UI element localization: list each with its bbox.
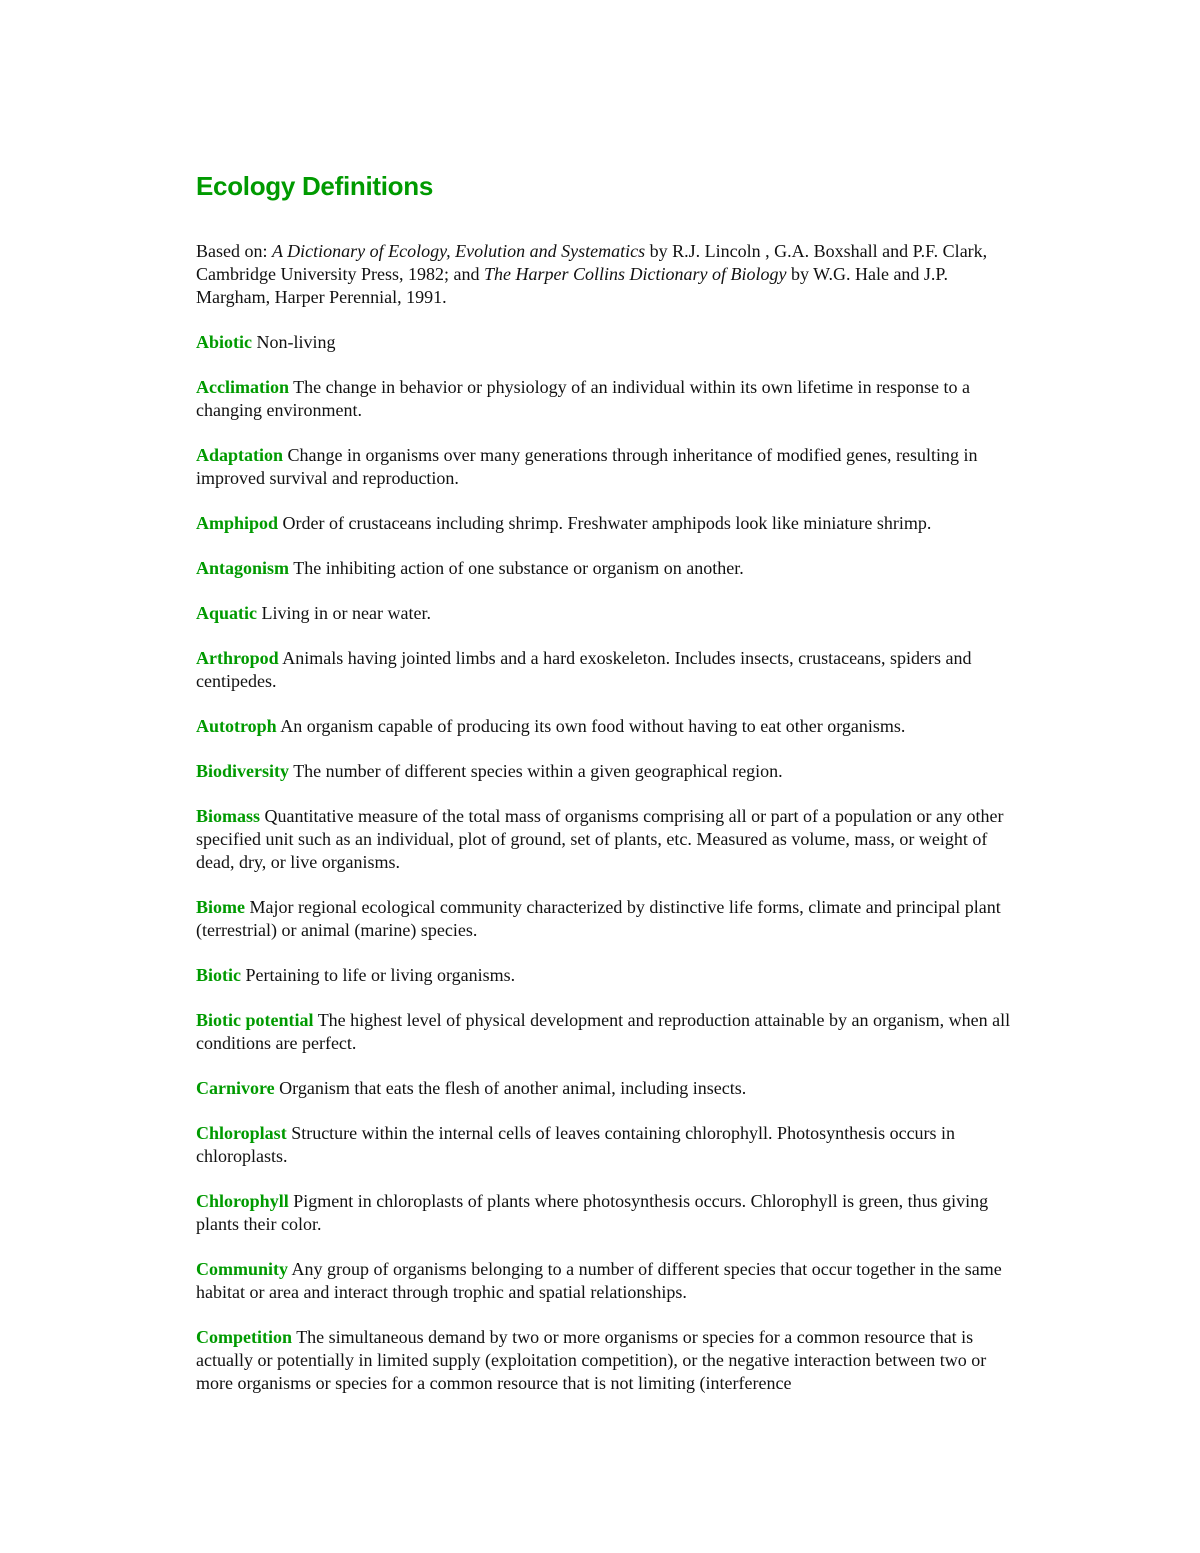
definition-term: Chloroplast bbox=[196, 1123, 287, 1143]
definition-text: Non-living bbox=[256, 332, 336, 352]
definition-entry bbox=[196, 376, 1018, 422]
definition-term: Biodiversity bbox=[196, 761, 289, 781]
definition-text: Pertaining to life or living organisms. bbox=[245, 965, 516, 985]
source-middle: by R.J. Lincoln , G.A. Boxshall and P.F. Clark, Cambridge University Press, 1982; and bbox=[196, 241, 988, 284]
definition-entry bbox=[196, 444, 1018, 490]
definition-text: Quantitative measure of the total mass of organisms comprising all or part of a population or any other specified unit such as an individual, plot of ground, set of plants, etc. Measured as volume, mass, or weight of dead, dry, or live organisms. bbox=[196, 806, 1004, 872]
definition-term: Amphipod bbox=[196, 513, 279, 533]
definition-entry bbox=[196, 557, 1018, 580]
source-prefix: Based on: bbox=[196, 241, 272, 261]
definition-entry bbox=[196, 1326, 1018, 1395]
definition-entry bbox=[196, 1009, 1018, 1055]
definition-term: Arthropod bbox=[196, 648, 279, 668]
definition-term: Adaptation bbox=[196, 445, 284, 465]
definition-text: Order of crustaceans including shrimp. Freshwater amphipods look like miniature shrimp. bbox=[282, 513, 932, 533]
definition-term: Acclimation bbox=[196, 377, 289, 397]
definition-term: Biome bbox=[196, 897, 245, 917]
definition-text: The number of different species within a given geographical region. bbox=[293, 761, 783, 781]
definition-entry bbox=[196, 805, 1018, 874]
definition-text: Pigment in chloroplasts of plants where photosynthesis occurs. Chlorophyll is green, thus giving plants their color. bbox=[196, 1191, 989, 1234]
definition-text: The highest level of physical development and reproduction attainable by an organism, when all conditions are perfect. bbox=[196, 1010, 1011, 1053]
definition-text: Living in or near water. bbox=[261, 603, 431, 623]
definition-text: The inhibiting action of one substance or organism on another. bbox=[293, 558, 744, 578]
source-book-2: The Harper Collins Dictionary of Biology bbox=[483, 264, 787, 284]
definition-text: Organism that eats the flesh of another animal, including insects. bbox=[279, 1078, 747, 1098]
source-book-1: A Dictionary of Ecology, Evolution and Systematics bbox=[272, 241, 646, 261]
definition-entry bbox=[196, 602, 1018, 625]
definition-text: The change in behavior or physiology of an individual within its own lifetime in response to a changing environment. bbox=[196, 377, 971, 420]
definition-entry bbox=[196, 964, 1018, 987]
definition-entry bbox=[196, 647, 1018, 693]
definition-term: Abiotic bbox=[196, 332, 252, 352]
definition-text: Major regional ecological community characterized by distinctive life forms, climate and principal plant (terrestrial) or animal (marine) species. bbox=[196, 897, 1001, 940]
definition-text: Structure within the internal cells of leaves containing chlorophyll. Photosynthesis occurs in chloroplasts. bbox=[196, 1123, 956, 1166]
definition-entry bbox=[196, 1190, 1018, 1236]
definition-term: Biotic bbox=[196, 965, 241, 985]
definition-term: Chlorophyll bbox=[196, 1191, 289, 1211]
definition-term: Autotroph bbox=[196, 716, 277, 736]
definition-list bbox=[196, 331, 1018, 1395]
definition-entry bbox=[196, 760, 1018, 783]
definition-term: Biotic potential bbox=[196, 1010, 314, 1030]
definition-entry bbox=[196, 1258, 1018, 1304]
definition-text: The simultaneous demand by two or more organisms or species for a common resource that is actually or potentially in limited supply (exploitation competition), or the negative interaction between two or more organisms or species for a common resource that is not limiting (interference bbox=[196, 1327, 987, 1393]
source-suffix: by W.G. Hale and J.P. Margham, Harper Perennial, 1991. bbox=[196, 264, 948, 307]
definition-entry bbox=[196, 715, 1018, 738]
definition-term: Carnivore bbox=[196, 1078, 275, 1098]
definition-term: Competition bbox=[196, 1327, 292, 1347]
definition-text: Change in organisms over many generations through inheritance of modified genes, resulting in improved survival and reproduction. bbox=[196, 445, 978, 488]
definition-text: Any group of organisms belonging to a number of different species that occur together in the same habitat or area and interact through trophic and spatial relationships. bbox=[196, 1259, 1002, 1302]
definition-entry bbox=[196, 512, 1018, 535]
definition-text: Animals having jointed limbs and a hard exoskeleton. Includes insects, crustaceans, spiders and centipedes. bbox=[196, 648, 972, 691]
definition-term: Aquatic bbox=[196, 603, 258, 623]
definition-term: Community bbox=[196, 1259, 289, 1279]
document-page bbox=[196, 168, 1018, 1417]
source-citation bbox=[196, 240, 1018, 309]
definition-entry bbox=[196, 1122, 1018, 1168]
definition-text: An organism capable of producing its own food without having to eat other organisms. bbox=[280, 716, 906, 736]
definition-entry bbox=[196, 896, 1018, 942]
definition-entry bbox=[196, 331, 1018, 354]
page-title: Ecology Definitions bbox=[196, 171, 433, 201]
definition-entry bbox=[196, 1077, 1018, 1100]
definition-term: Antagonism bbox=[196, 558, 290, 578]
definition-term: Biomass bbox=[196, 806, 261, 826]
